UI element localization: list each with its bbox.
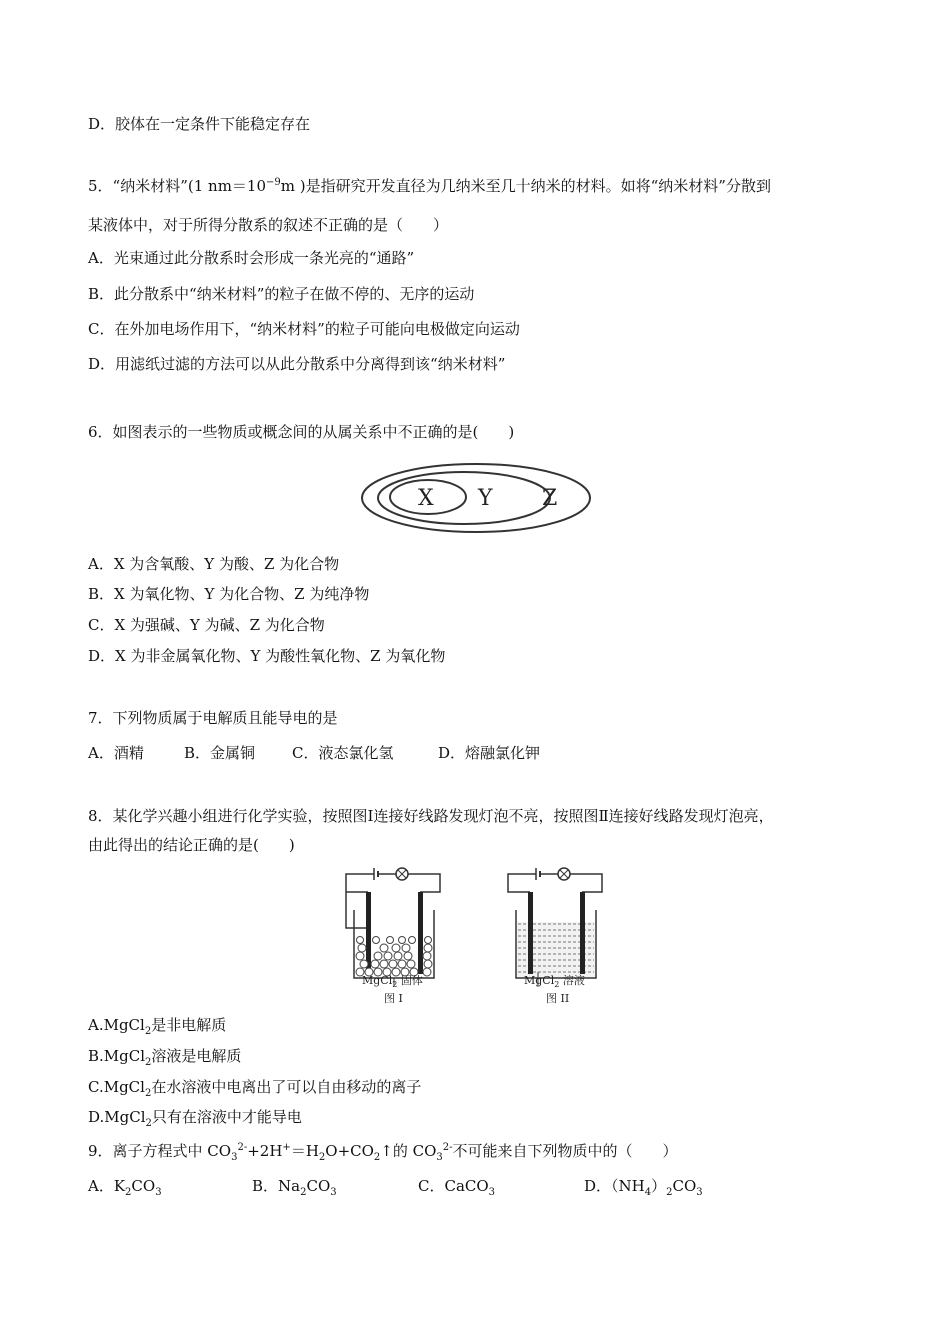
q9-s5: ↑的 CO <box>380 1142 437 1160</box>
figure-1-label: MgCl$_2$ 固体 <box>362 974 423 989</box>
q9-a-sub2: 3 <box>155 1187 162 1198</box>
q8-d-pre: D.MgCl <box>88 1108 146 1126</box>
q7-options <box>88 743 540 763</box>
q8-a-pre: A.MgCl <box>88 1016 145 1034</box>
q8-a-sub: 2 <box>144 1026 152 1037</box>
q8-stem-line2: 由此得出的结论正确的是( ) <box>88 836 295 854</box>
label-x: X <box>418 486 434 511</box>
q9-d-mid: ） <box>651 1177 667 1195</box>
q9-a-post: CO <box>131 1177 156 1195</box>
q9-b-sub1: 2 <box>300 1187 307 1198</box>
q8-b-sub: 2 <box>145 1057 152 1068</box>
q9-b-pre: B．Na <box>252 1177 301 1195</box>
q9-b-post: CO <box>306 1177 331 1195</box>
q9-a-pre: A．K <box>88 1177 126 1195</box>
q9-s6: 不可能来自下列物质中的（ ） <box>452 1142 678 1160</box>
q8-d-post: 只有在溶液中才能导电 <box>151 1108 302 1126</box>
q9-s5-sub: 3 <box>436 1152 443 1163</box>
q5-stem-post: m )是指研究开发直径为几纳米至几十纳米的材料。如将“纳米材料”分散到 <box>280 177 771 195</box>
q9-s1: 9．离子方程式中 CO <box>88 1142 232 1160</box>
q8-option-a <box>88 1015 226 1035</box>
figure-2-label: MgCl$_2$ 溶液 <box>524 974 585 989</box>
q6-option-c: C．X 为强碱、Y 为碱、Z 为化合物 <box>88 616 325 634</box>
figure-2-caption: 图 II <box>546 992 570 1005</box>
q8-circuit-figures <box>340 862 620 1008</box>
q8-a-post: 是非电解质 <box>151 1016 227 1034</box>
q8-option-d <box>88 1107 302 1127</box>
figure-2-mgcl2-solution <box>508 868 602 1005</box>
label-z: Z <box>542 486 558 511</box>
q6-option-a: A．X 为含氧酸、Y 为酸、Z 为化合物 <box>88 555 340 573</box>
q9-s3: ＝H <box>290 1142 319 1160</box>
q9-option-d <box>584 1177 703 1198</box>
q8-option-c <box>88 1077 421 1097</box>
q9-c-pre: C．CaCO <box>418 1177 489 1195</box>
q9-b-sub2: 3 <box>330 1187 337 1198</box>
q7-option-c: C．液态氯化氢 <box>292 744 394 762</box>
q9-s1-sup: 2- <box>237 1142 248 1153</box>
q6-option-d: D．X 为非金属氧化物、Y 为酸性氧化物、Z 为氧化物 <box>88 647 446 665</box>
q8-b-post: 溶液是电解质 <box>151 1047 242 1065</box>
figure-1-solid-mgcl2 <box>346 868 440 1005</box>
q5-stem-exponent: −9 <box>266 177 281 188</box>
q7-option-b: B．金属铜 <box>184 744 256 762</box>
q5-option-c: C．在外加电场作用下，“纳米材料”的粒子可能向电极做定向运动 <box>88 320 520 338</box>
q9-option-c <box>418 1176 584 1196</box>
q9-c-sub: 3 <box>488 1187 496 1198</box>
q9-a-sub1: 2 <box>125 1187 132 1198</box>
q5-stem-line1 <box>88 176 771 196</box>
electrode-left <box>528 892 533 974</box>
q9-s4: O+CO <box>325 1142 374 1160</box>
ellipse-y <box>378 472 550 524</box>
q9-s2: +2H <box>247 1142 283 1160</box>
q7-option-d: D．熔融氯化钾 <box>438 744 541 762</box>
q5-stem-pre: 5．“纳米材料”(1 nm＝10 <box>88 177 267 195</box>
q8-stem-line1: 8．某化学兴趣小组进行化学实验，按照图Ⅰ连接好线路发现灯泡不亮，按照图Ⅱ连接好线路发现灯泡亮， <box>88 807 774 825</box>
q6-nested-ellipses-figure <box>358 460 594 536</box>
q5-option-b: B．此分散系中“纳米材料”的粒子在做不停的、无序的运动 <box>88 285 475 303</box>
q8-d-sub: 2 <box>145 1118 152 1129</box>
electrode-right <box>580 892 585 974</box>
q6-option-b: B．X 为氧化物、Y 为化合物、Z 为纯净物 <box>88 585 370 603</box>
q9-stem <box>88 1141 678 1161</box>
q8-c-post: 在水溶液中电离出了可以自由移动的离子 <box>151 1078 422 1096</box>
q4-option-d: D．胶体在一定条件下能稳定存在 <box>88 115 311 133</box>
q9-d-post: CO <box>672 1177 697 1195</box>
q7-stem: 7．下列物质属于电解质且能导电的是 <box>88 709 338 727</box>
q9-d-sub1: 4 <box>644 1187 652 1198</box>
q9-d-pre: D．（NH <box>584 1177 645 1195</box>
q9-s5-sup: 2- <box>442 1142 453 1153</box>
q5-option-d: D．用滤纸过滤的方法可以从此分散系中分离得到该“纳米材料” <box>88 355 506 373</box>
q9-s2-sup: + <box>282 1142 291 1153</box>
q9-s1-sub: 3 <box>231 1152 238 1163</box>
q6-stem: 6．如图表示的一些物质或概念间的从属关系中不正确的是( ) <box>88 423 515 441</box>
q8-c-pre: C.MgCl <box>88 1078 145 1096</box>
q9-d-sub3: 3 <box>696 1187 703 1198</box>
q8-b-pre: B.MgCl <box>88 1047 146 1065</box>
q9-option-b <box>252 1176 418 1196</box>
q5-option-a: A．光束通过此分散系时会形成一条光亮的“通路” <box>88 249 415 267</box>
q7-option-a: A．酒精 <box>88 744 144 762</box>
q8-option-b <box>88 1046 241 1066</box>
q9-option-a <box>88 1176 252 1196</box>
q8-c-sub: 2 <box>144 1088 152 1099</box>
electrode-right <box>418 892 423 974</box>
q9-s4-sub: 2 <box>373 1152 381 1163</box>
q9-options <box>88 1176 703 1196</box>
q9-d-sub2: 2 <box>666 1187 673 1198</box>
q5-stem-line2: 某液体中，对于所得分散系的叙述不正确的是（ ） <box>88 216 449 234</box>
label-y: Y <box>478 486 493 511</box>
q9-s3-sub: 2 <box>318 1152 326 1163</box>
figure-1-caption: 图 I <box>384 992 403 1005</box>
